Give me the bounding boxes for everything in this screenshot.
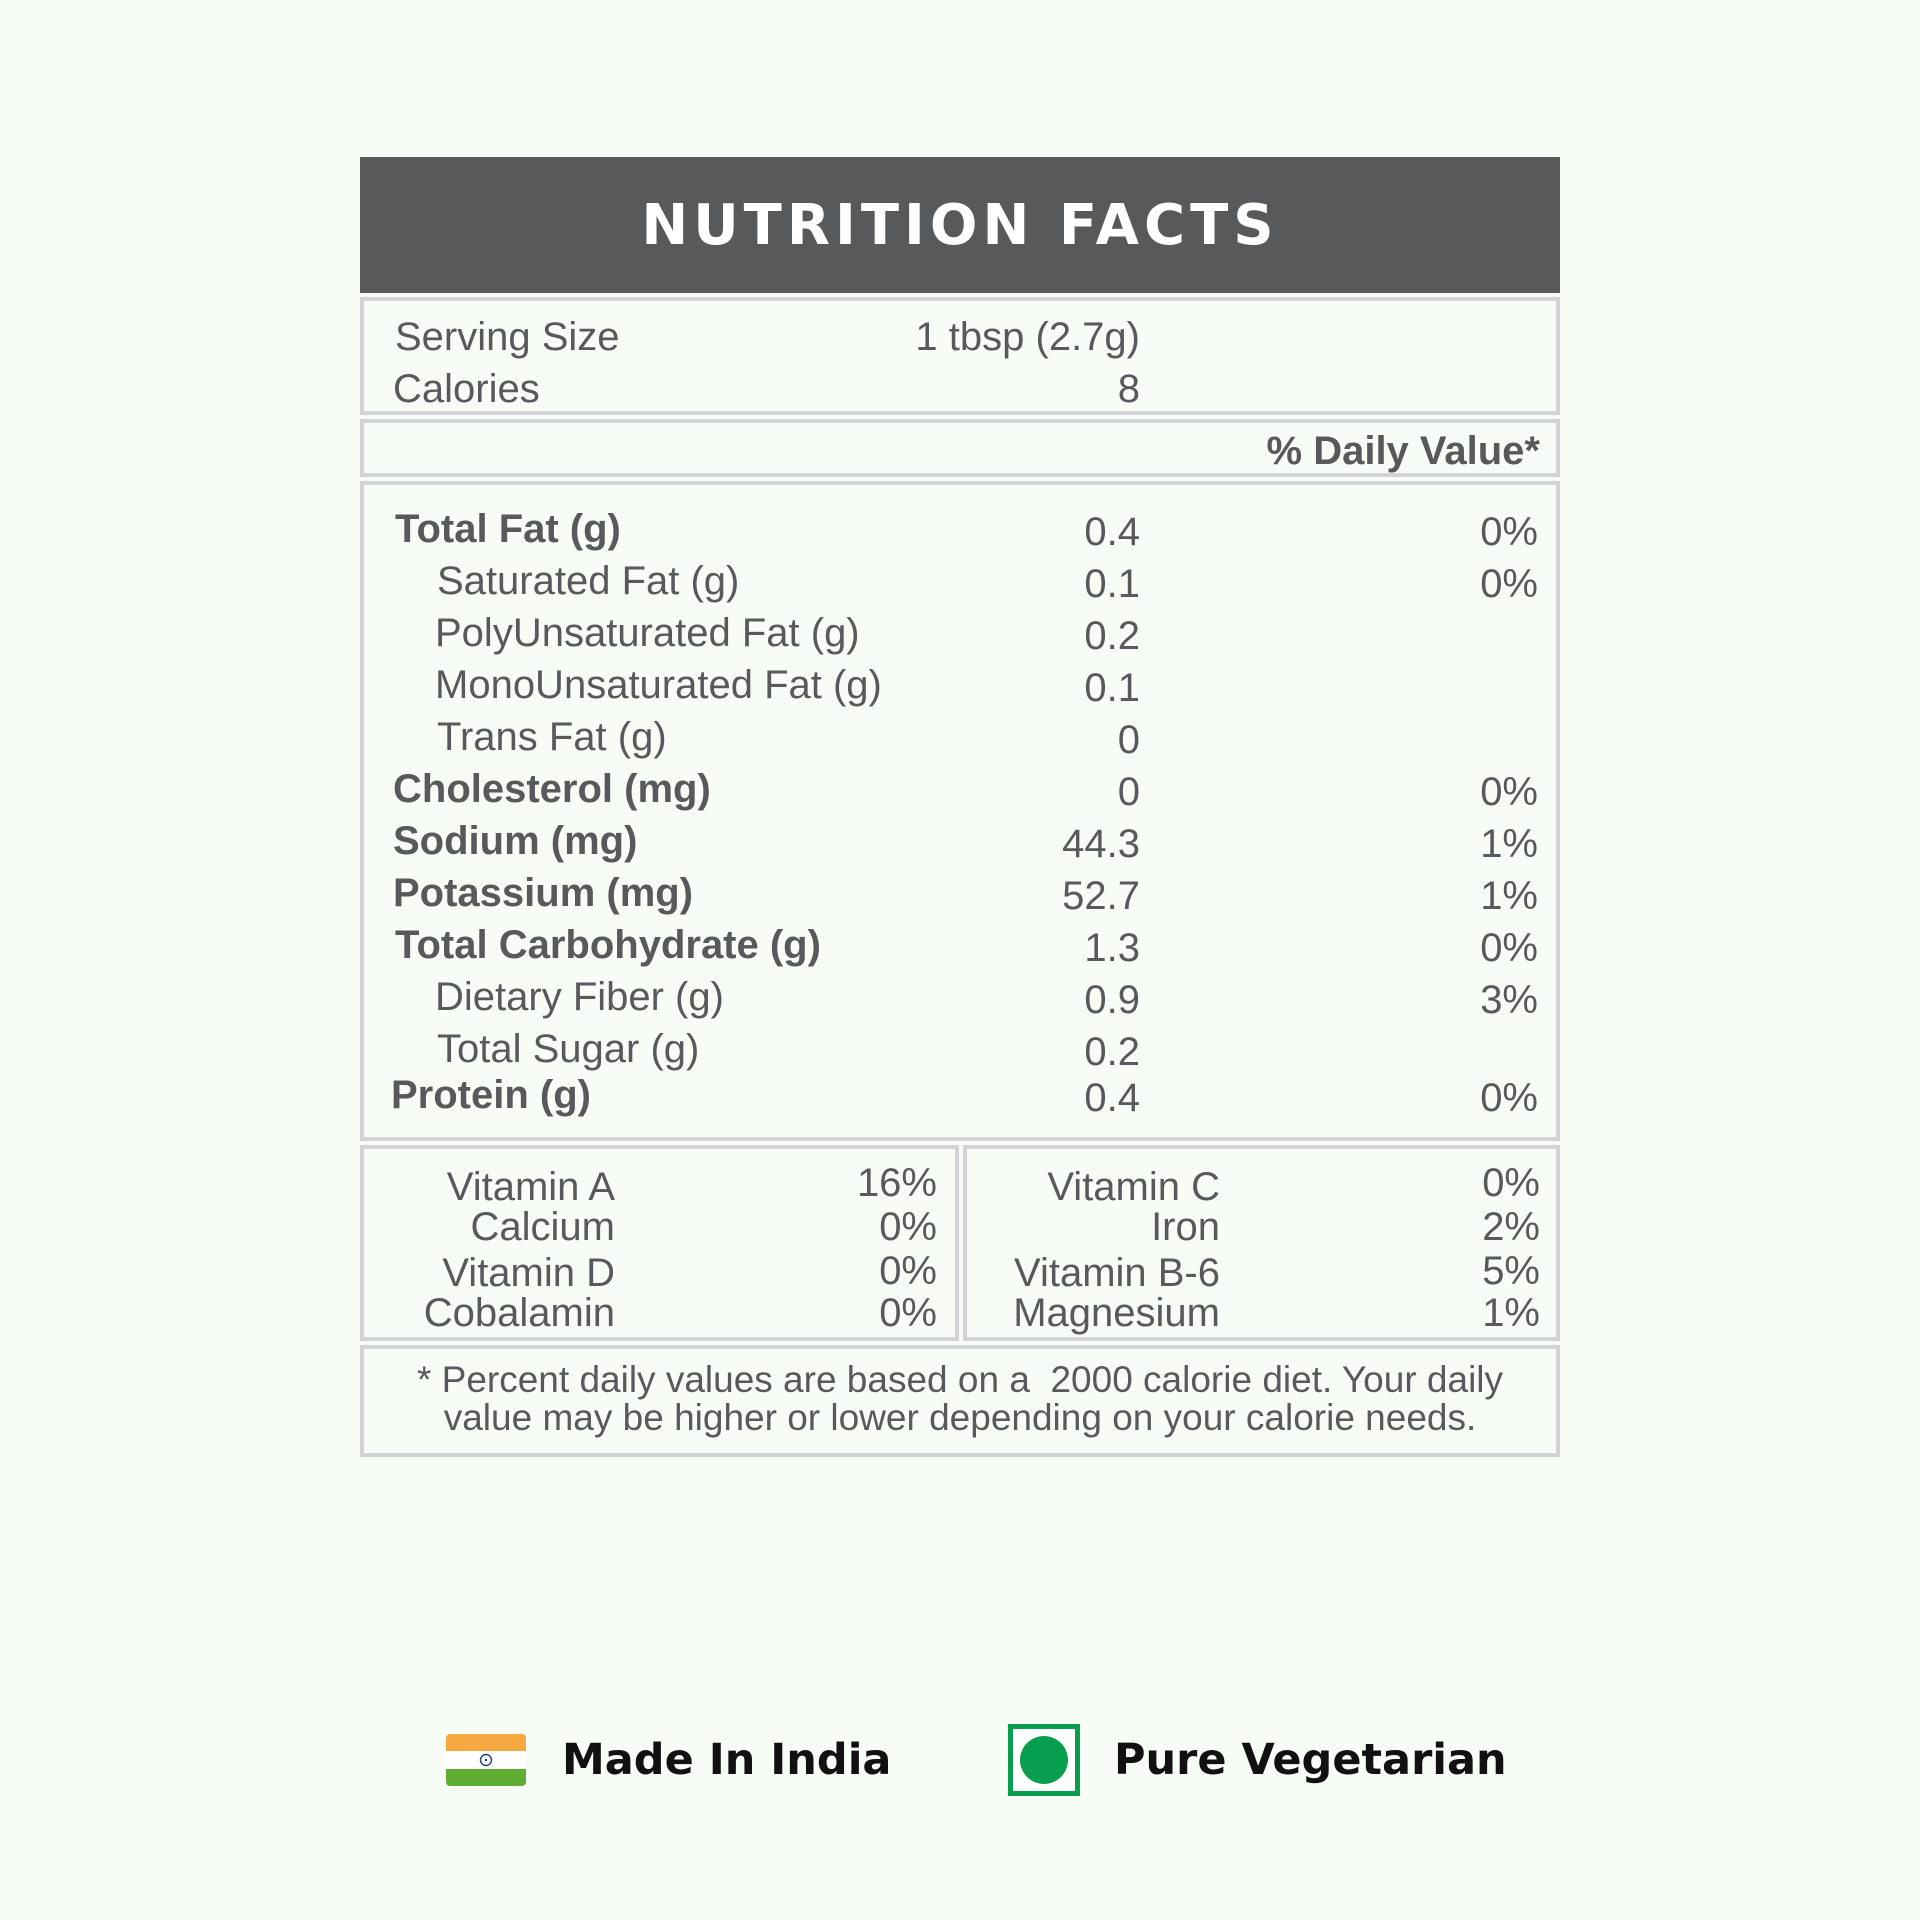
- nutrient-amount: 1.3: [1084, 926, 1140, 970]
- calories-row: [364, 365, 1556, 413]
- nutrient-row-potassium: [364, 869, 1556, 917]
- nutrient-row-saturated-fat: [364, 557, 1556, 605]
- vitamin-name: Iron: [1151, 1205, 1220, 1249]
- nutrient-dv: 0%: [1480, 770, 1538, 814]
- vitamins-section: [360, 1145, 1560, 1341]
- calories-value: 8: [1117, 367, 1140, 411]
- nutrient-amount: 0.2: [1084, 614, 1140, 658]
- nutrition-title: NUTRITION FACTS: [360, 157, 1560, 293]
- vitamin-row: [967, 1291, 1556, 1335]
- nutrient-name: Trans Fat (g): [437, 715, 667, 759]
- nutrient-dv: 0%: [1480, 562, 1538, 606]
- india-flag-icon: [446, 1734, 526, 1786]
- vitamin-name: Vitamin D: [442, 1251, 615, 1295]
- nutrient-row-total-sugar: [364, 1025, 1556, 1073]
- made-in-india-text: Made In India: [562, 1735, 892, 1785]
- vegetarian-mark-icon: [1008, 1724, 1080, 1796]
- vitamin-row: [364, 1205, 955, 1249]
- footnote-section: [360, 1345, 1560, 1457]
- vitamin-row: [364, 1291, 955, 1335]
- vitamin-row: [967, 1161, 1556, 1209]
- nutrient-amount: 0: [1117, 718, 1140, 762]
- top-band: [0, 0, 1920, 155]
- nutrient-dv: 0%: [1480, 926, 1538, 970]
- vitamin-value: 1%: [1482, 1291, 1540, 1335]
- nutrient-name: Cholesterol (mg): [393, 767, 711, 811]
- nutrient-amount: 52.7: [1062, 874, 1140, 918]
- nutrient-name: Total Fat (g): [395, 507, 621, 551]
- nutrient-dv: 0%: [1480, 510, 1538, 554]
- nutrient-dv: 1%: [1480, 822, 1538, 866]
- vitamin-row: [364, 1161, 955, 1209]
- vitamin-value: 0%: [1482, 1161, 1540, 1205]
- nutrient-amount: 0.1: [1084, 562, 1140, 606]
- nutrient-name: Protein (g): [391, 1073, 591, 1117]
- daily-value-header: [360, 419, 1560, 477]
- vitamin-value: 0%: [879, 1205, 937, 1249]
- serving-size-value: 1 tbsp (2.7g): [915, 315, 1140, 359]
- vitamin-name: Magnesium: [1013, 1291, 1220, 1335]
- vitamin-value: 5%: [1482, 1249, 1540, 1293]
- vitamin-row: [967, 1205, 1556, 1249]
- pure-vegetarian-badge: [1008, 1720, 1507, 1800]
- nutrient-name: Total Carbohydrate (g): [395, 923, 821, 967]
- nutrient-name: Sodium (mg): [393, 819, 638, 863]
- nutrient-amount: 44.3: [1062, 822, 1140, 866]
- nutrient-amount: 0.2: [1084, 1030, 1140, 1074]
- badges-row: [0, 1720, 1920, 1800]
- nutrient-dv: 0%: [1480, 1076, 1538, 1120]
- pure-vegetarian-text: Pure Vegetarian: [1114, 1735, 1507, 1785]
- nutrient-row-cholesterol: [364, 765, 1556, 813]
- nutrient-amount: 0: [1117, 770, 1140, 814]
- nutrient-row-dietary-fiber: [364, 973, 1556, 1021]
- nutrient-row-sodium: [364, 817, 1556, 865]
- serving-size-label: Serving Size: [395, 315, 620, 359]
- vitamin-name: Cobalamin: [423, 1291, 615, 1335]
- nutrient-dv: 3%: [1480, 978, 1538, 1022]
- serving-size-row: [364, 313, 1556, 361]
- nutrient-dv: 1%: [1480, 874, 1538, 918]
- nutrient-row-monounsaturated-fat: [364, 661, 1556, 709]
- vitamin-value: 0%: [879, 1249, 937, 1293]
- nutrient-name: Saturated Fat (g): [437, 559, 740, 603]
- vitamins-right-column: [963, 1145, 1560, 1341]
- vitamin-value: 2%: [1482, 1205, 1540, 1249]
- vitamin-name: Calcium: [470, 1205, 615, 1249]
- calories-label: Calories: [393, 367, 540, 411]
- nutrient-row-total-carbohydrate: [364, 921, 1556, 969]
- vitamins-left-column: [360, 1145, 959, 1341]
- vitamin-name: Vitamin B-6: [1013, 1251, 1220, 1295]
- nutrient-amount: 0.4: [1084, 1076, 1140, 1120]
- vitamin-value: 16%: [856, 1161, 937, 1205]
- nutrient-name: PolyUnsaturated Fat (g): [435, 611, 860, 655]
- nutrient-amount: 0.9: [1084, 978, 1140, 1022]
- nutrition-label: [360, 157, 1560, 1457]
- vitamin-name: Vitamin A: [446, 1165, 615, 1209]
- nutrient-row-polyunsaturated-fat: [364, 609, 1556, 657]
- nutrient-amount: 0.4: [1084, 510, 1140, 554]
- nutrient-name: Dietary Fiber (g): [435, 975, 724, 1019]
- nutrient-row-trans-fat: [364, 713, 1556, 761]
- made-in-india-badge: [446, 1720, 891, 1800]
- nutrient-row-protein: [364, 1071, 1556, 1119]
- serving-section: [360, 297, 1560, 415]
- nutrients-section: [360, 481, 1560, 1141]
- vitamin-name: Vitamin C: [1047, 1165, 1220, 1209]
- nutrient-name: Total Sugar (g): [437, 1027, 700, 1071]
- nutrient-row-total-fat: [364, 505, 1556, 553]
- vitamin-row: [967, 1249, 1556, 1293]
- nutrient-name: Potassium (mg): [393, 871, 694, 915]
- daily-value-title: % Daily Value*: [1266, 429, 1540, 473]
- nutrient-amount: 0.1: [1084, 666, 1140, 710]
- footnote-line-1: * Percent daily values are based on a 2000 calorie diet. Your daily: [416, 1359, 1504, 1400]
- vitamin-value: 0%: [879, 1291, 937, 1335]
- footnote-line-2: value may be higher or lower depending on your calorie needs.: [443, 1397, 1477, 1438]
- vitamin-row: [364, 1249, 955, 1293]
- footnote-text: [364, 1361, 1556, 1437]
- nutrient-name: MonoUnsaturated Fat (g): [435, 663, 882, 707]
